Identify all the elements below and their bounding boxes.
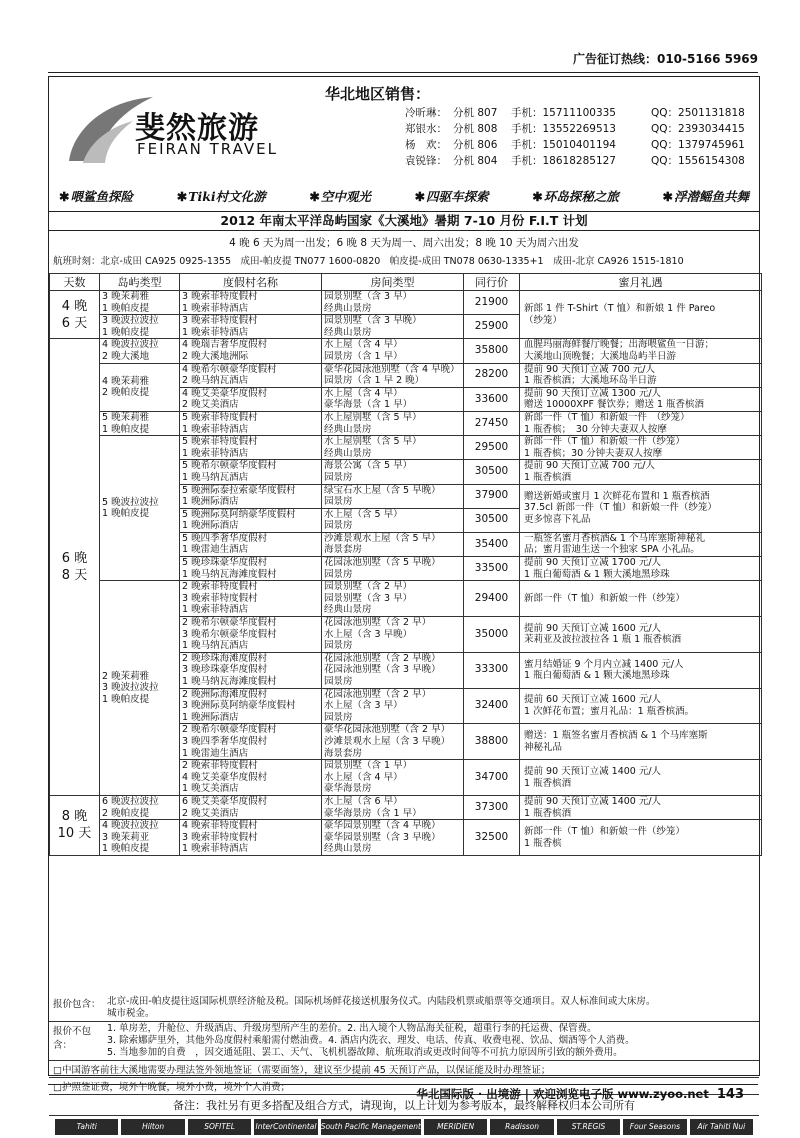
feature-item: ✱ 四驱车探索 (415, 187, 489, 209)
room-cell: 花园泳池别墅（含 2 早） 水上屋（含 3 早晚） 园景房 (322, 617, 464, 653)
island-cell: 4 晚波拉波拉 2 晚大溪地 (100, 339, 180, 363)
contact-row: 杨 欢： 分机 806 手机：15010401194 QQ：1379745961 (405, 139, 745, 151)
room-cell: 花园泳池别墅（含 5 早晚） 园景房 (322, 557, 464, 581)
footer-text: 华北国际版 · 出境游 | 欢迎浏览电子版 www.zyoo.net (416, 1087, 709, 1101)
room-cell: 豪华园景别墅（含 4 早晚） 豪华园景别墅（含 3 早晚） 经典山景房 (322, 820, 464, 856)
table-row (50, 363, 762, 387)
island-cell: 2 晚茉莉雅 3 晚波拉波拉 1 晚帕皮提 (100, 581, 180, 796)
resort-cell: 2 晚索菲特度假村 3 晚索菲特度假村 1 晚索菲特酒店 (180, 581, 322, 617)
header-price: 同行价 (464, 274, 520, 291)
room-cell: 花园泳池别墅（含 2 早晚） 花园泳池别墅（含 3 早晚） 园景房 (322, 652, 464, 688)
resort-cell: 3 晚索菲特度假村 1 晚索菲特酒店 (180, 291, 322, 315)
feature-item: ✱ 喂鲨鱼探险 (59, 187, 133, 209)
feature-item: ✱ 空中观光 (309, 187, 371, 209)
gift-cell: 提前 90 天预订立减 700 元/人 1 瓶香槟酒；大溪地环岛半日游 (520, 363, 762, 387)
notes-section (49, 995, 759, 1138)
gift-cell: 蜜月结婚证 9 个月内立减 1400 元/人 1 瓶白葡萄酒 & 1 颗大溪地黑珍珠 (520, 652, 762, 688)
table-row (50, 411, 762, 435)
page-footer (416, 1086, 744, 1102)
price-cell: 25900 (464, 315, 520, 339)
header-gift: 蜜月礼遇 (520, 274, 762, 291)
resort-cell: 4 晚希尔顿豪华度假村 2 晚马纳瓦酒店 (180, 363, 322, 387)
price-cell: 38800 (464, 724, 520, 760)
resort-cell: 2 晚希尔顿豪华度假村 3 晚四季奢华度假村 1 晚雷迪生酒店 (180, 724, 322, 760)
price-cell: 32500 (464, 820, 520, 856)
price-cell: 33300 (464, 652, 520, 688)
tips-note: □护照签证费，境外午晚餐，境外小费，境外个人消费； (49, 1078, 759, 1095)
resort-cell: 4 晚艾美豪华度假村 2 晚艾美酒店 (180, 387, 322, 411)
partner-logo: Radisson (490, 1119, 553, 1135)
price-cell: 27450 (464, 411, 520, 435)
table-row (50, 339, 762, 363)
gift-cell: 一瓶签名蜜月香槟酒& 1 个马库塞斯神秘礼 品；蜜月雷迪生送一个独家 SPA 小礼品。 (520, 532, 762, 556)
partner-logo: Hilton (121, 1119, 184, 1135)
contact-row: 郑银水： 分机 808 手机：13552269513 QQ：2393034415 (405, 123, 745, 135)
room-cell: 花园泳池别墅（含 2 早） 水上屋（含 3 早） 园景房 (322, 688, 464, 724)
resort-cell: 2 晚洲际海滩度假村 3 晚洲际莫阿纳豪华度假村 1 晚洲际酒店 (180, 688, 322, 724)
feature-item: ✱ 浮潜鳐鱼共舞 (662, 187, 749, 209)
price-table (49, 273, 762, 856)
header-resort: 度假村名称 (180, 274, 322, 291)
gift-cell: 新郎一件（T 恤）和新娘一件（纱笼） 1 瓶香槟；30 分钟夫妻双人按摩 (520, 436, 762, 460)
gift-cell: 新郎一件（T 恤）和新娘一件（纱笼） 1 瓶香槟 (520, 820, 762, 856)
resort-cell: 5 晚索菲特度假村 1 晚索菲特酒店 (180, 411, 322, 435)
gift-cell: 赠送：1 瓶签名蜜月香槟酒 & 1 个马库塞斯 神秘礼品 (520, 724, 762, 760)
sales-contacts (405, 105, 745, 169)
days-cell: 8 晚 10 天 (50, 795, 100, 855)
resort-cell: 2 晚希尔顿豪华度假村 3 晚希尔顿豪华度假村 1 晚马纳瓦酒店 (180, 617, 322, 653)
room-cell: 豪华花园泳池别墅（含 4 早晚） 园景房（含 1 早 2 晚） (322, 363, 464, 387)
visa-note: □中国游客前往大溪地需要办理法签外领地签证（需要面签），建议至少提前 45 天预订产品，以保证能及时办理签证； (49, 1061, 759, 1078)
gift-cell: 赠送新婚或蜜月 1 次鲜花布置和 1 瓶香槟酒 37.5cl 新郎一件（T 恤）和新娘一件（纱笼） 更多惊喜下礼品 (520, 484, 762, 532)
table-row (50, 291, 762, 315)
resort-cell: 4 晚索菲特度假村 3 晚索菲特度假村 1 晚索菲特酒店 (180, 820, 322, 856)
feature-item: ✱ Tiki村文化游 (177, 187, 266, 209)
header-island: 岛屿类型 (100, 274, 180, 291)
gift-cell: 新郎一件（T 恤）和新娘一件（纱笼） (520, 581, 762, 617)
gift-cell: 提前 60 天预订立减 1600 元/人 1 次鲜花布置；蜜月礼品：1 瓶香槟酒。 (520, 688, 762, 724)
resort-cell: 2 晚珍珠海滩度假村 3 晚珍珠豪华度假村 1 晚马纳瓦海滩度假村 (180, 652, 322, 688)
price-includes: 报价包含： 北京-成田-帕皮提往返国际机票经济舱及税。国际机场鲜花接送机服务仪式。内陆段机票或船票等交通项目。双人标准间或大床房。 城市税金。 (49, 995, 759, 1022)
price-cell: 37900 (464, 484, 520, 508)
island-cell: 3 晚波拉波拉 1 晚帕皮提 (100, 315, 180, 339)
days-cell: 4 晚 6 天 (50, 291, 100, 339)
resort-cell: 6 晚艾美豪华度假村 2 晚艾美酒店 (180, 795, 322, 819)
gift-cell: 提前 90 天预订立减 700 元/人 1 瓶香槟酒 (520, 460, 762, 484)
flight-schedule: 航班时刻：北京-成田 CA925 0925-1355 成田-帕皮提 TN077 1600-0820 帕皮提-成田 TN078 0630-1335+1 成田-北京 CA926 1515-1810 (53, 256, 684, 267)
gift-cell: 提前 90 天预订立减 1300 元/人 赠送 10000XPF 餐饮券；赠送 1 瓶香槟酒 (520, 387, 762, 411)
price-cell: 33500 (464, 557, 520, 581)
table-row (50, 581, 762, 617)
gift-cell: 提前 90 天预订立减 1400 元/人 1 瓶香槟酒 (520, 795, 762, 819)
partner-logo: ST.REGIS (557, 1119, 620, 1135)
sales-title: 华北地区销售： (325, 85, 431, 103)
room-cell: 水上屋别墅（含 5 早） 经典山景房 (322, 411, 464, 435)
room-cell: 园景别墅（含 3 早晚） 经典山景房 (322, 315, 464, 339)
room-cell: 水上屋（含 6 早） 豪华海景房（含 1 早） (322, 795, 464, 819)
price-cell: 29500 (464, 436, 520, 460)
price-cell: 37300 (464, 795, 520, 819)
price-cell: 34700 (464, 760, 520, 796)
room-cell: 豪华花园泳池别墅（含 2 早） 沙滩景观水上屋（含 3 早晚） 海景套房 (322, 724, 464, 760)
partner-logo: SOFITEL (188, 1119, 251, 1135)
partner-logo: Four Seasons (623, 1119, 686, 1135)
days-cell: 6 晚 8 天 (50, 339, 100, 796)
resort-cell: 2 晚索菲特度假村 4 晚艾美豪华度假村 1 晚艾美酒店 (180, 760, 322, 796)
island-cell: 5 晚波拉波拉 1 晚帕皮提 (100, 436, 180, 581)
partner-logos (49, 1116, 759, 1138)
gift-cell: 新郎 1 件 T-Shirt（T 恤）和新娘 1 件 Pareo （纱笼） (520, 291, 762, 339)
room-cell: 园景别墅（含 1 早） 水上屋（含 4 早） 豪华海景房 (322, 760, 464, 796)
price-cell: 30500 (464, 460, 520, 484)
room-cell: 园景别墅（含 2 早） 园景别墅（含 3 早） 经典山景房 (322, 581, 464, 617)
resort-cell: 3 晚索菲特度假村 1 晚索菲特酒店 (180, 315, 322, 339)
island-cell: 3 晚茉莉雅 1 晚帕皮提 (100, 291, 180, 315)
gift-cell: 提前 90 天预订立减 1600 元/人 茉莉亚及波拉波拉各 1 瓶 1 瓶香槟酒 (520, 617, 762, 653)
top-divider (48, 72, 758, 73)
island-cell: 6 晚波拉波拉 2 晚帕皮提 (100, 795, 180, 819)
brand-english: FEIRAN TRAVEL (137, 140, 278, 158)
header-days: 天数 (50, 274, 100, 291)
price-cell: 28200 (464, 363, 520, 387)
room-cell: 水上屋别墅（含 5 早） 经典山景房 (322, 436, 464, 460)
room-cell: 水上屋（含 4 早） 豪华海景（含 1 早） (322, 387, 464, 411)
room-cell: 园景别墅（含 3 早） 经典山景房 (322, 291, 464, 315)
resort-cell: 5 晚希尔顿豪华度假村 1 晚马纳瓦酒店 (180, 460, 322, 484)
contact-row: 袁锐锋： 分机 804 手机：18618285127 QQ：1556154308 (405, 155, 745, 167)
feature-item: ✱ 环岛探秘之旅 (532, 187, 619, 209)
remark: 备注：我社另有更多搭配及组合方式，请现询，以上计划为参考版本，最终解释权归本公司所有 (49, 1095, 759, 1116)
gift-cell: 血腥玛丽海鲜餐厅晚餐；出海喂鲨鱼一日游； 大溪地山顶晚餐；大溪地岛屿半日游 (520, 339, 762, 363)
feature-strip (49, 187, 759, 209)
plan-title: 2012 年南太平洋岛屿国家《大溪地》暑期 7-10 月份 F.I.T 计划 (49, 211, 759, 231)
partner-logo: South Pacific Management (321, 1119, 421, 1135)
gift-cell: 提前 90 天预订立减 1400 元/人 1 瓶香槟酒 (520, 760, 762, 796)
room-cell: 海景公寓（含 5 早） 园景房 (322, 460, 464, 484)
page-number: 143 (716, 1087, 744, 1102)
price-cell: 35400 (464, 532, 520, 556)
gift-cell: 提前 90 天预订立减 1700 元/人 1 瓶白葡萄酒 & 1 颗大溪地黑珍珠 (520, 557, 762, 581)
island-cell: 4 晚茉莉雅 2 晚帕皮提 (100, 363, 180, 411)
price-cell: 30500 (464, 508, 520, 532)
footer-divider (48, 1084, 758, 1085)
resort-cell: 4 晚瑞吉奢华度假村 2 晚大溪地洲际 (180, 339, 322, 363)
room-cell: 水上屋（含 4 早） 园景房（含 1 早） (322, 339, 464, 363)
gift-cell: 新郎一件（T 恤）和新娘一件 （纱笼） 1 瓶香槟； 30 分钟夫妻双人按摩 (520, 411, 762, 435)
resort-cell: 5 晚四季奢华度假村 1 晚雷迪生酒店 (180, 532, 322, 556)
partner-logo: InterContinental (254, 1119, 317, 1135)
resort-cell: 5 晚洲际莫阿纳豪华度假村 1 晚洲际酒店 (180, 508, 322, 532)
price-cell: 32400 (464, 688, 520, 724)
price-cell: 33600 (464, 387, 520, 411)
room-cell: 沙滩景观水上屋（含 5 早） 海景套房 (322, 532, 464, 556)
table-row (50, 795, 762, 819)
table-row (50, 436, 762, 460)
header-room: 房间类型 (322, 274, 464, 291)
partner-logo: MERIDIEN (424, 1119, 487, 1135)
resort-cell: 5 晚洲际泰拉索豪华度假村 1 晚洲际酒店 (180, 484, 322, 508)
table-header (50, 274, 762, 291)
table-row (50, 820, 762, 856)
partner-logo: Tahiti (55, 1119, 118, 1135)
departure-schedule: 4 晚 6 天为周一出发；6 晚 8 天为周一、周六出发；8 晚 10 天为周六出发 (229, 237, 579, 249)
price-cell: 35000 (464, 617, 520, 653)
price-cell: 35800 (464, 339, 520, 363)
brand-name: 斐然旅游 (135, 111, 259, 146)
island-cell: 5 晚茉莉雅 1 晚帕皮提 (100, 411, 180, 435)
room-cell: 绿宝石水上屋（含 5 早晚） 园景房 (322, 484, 464, 508)
ad-hotline: 广告征订热线：010-5166 5969 (572, 52, 758, 66)
price-excludes: 报价不包含： 1. 单房差，升舱位、升级酒店、升级房型所产生的差价。2. 出入境个人物品海关征税，超重行李的托运费、保管费。 3. 除索娜萨里外，其他外岛度假村乘船需付燃油费。4. 酒店内洗衣、理发、电话、传真、收费电视、饮品、烟酒等个人消费。 5. 当地参加的自费 ，因交通延阻、罢工、天气、飞机机器故障、航班取消或更改时间等不可抗力原因所引致的额外费用。 (49, 1022, 759, 1061)
island-cell: 4 晚波拉波拉 3 晚茉莉亚 1 晚帕皮提 (100, 820, 180, 856)
price-cell: 21900 (464, 291, 520, 315)
resort-cell: 5 晚索菲特度假村 1 晚索菲特酒店 (180, 436, 322, 460)
partner-logo: Air Tahiti Nui (690, 1119, 753, 1135)
contact-row: 冷昕琳： 分机 807 手机：15711100335 QQ：2501131818 (405, 107, 745, 119)
room-cell: 水上屋（含 5 早） 园景房 (322, 508, 464, 532)
price-cell: 29400 (464, 581, 520, 617)
resort-cell: 5 晚珍珠豪华度假村 1 晚马纳瓦海滩度假村 (180, 557, 322, 581)
